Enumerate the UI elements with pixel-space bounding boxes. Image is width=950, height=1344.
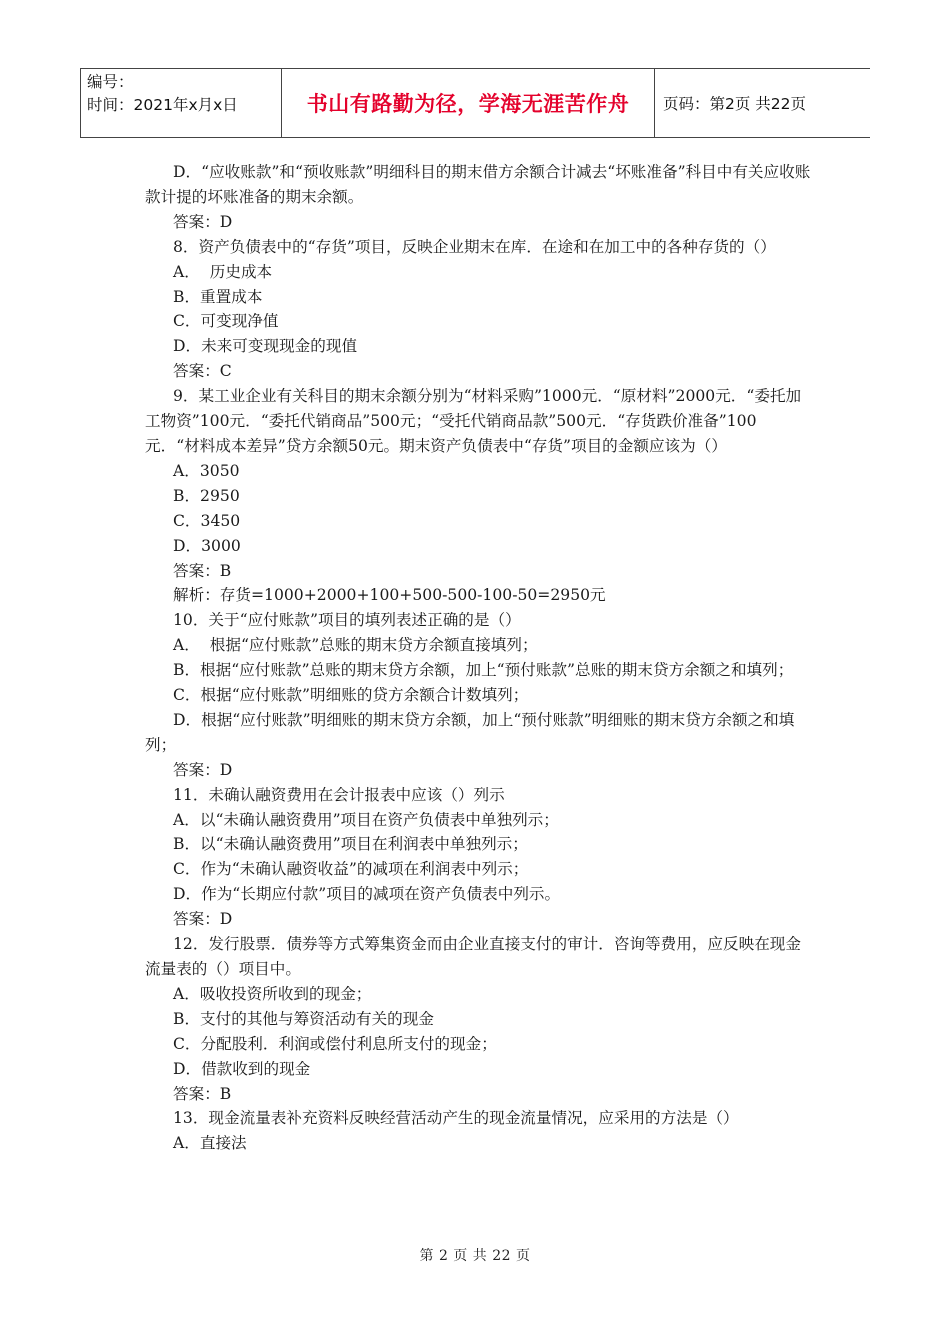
body-paragraph: 12．发行股票．债券等方式筹集资金而由企业直接支付的审计．咨询等费用，应反映在现金流量表的（）项目中。 bbox=[145, 935, 801, 978]
body-paragraph: D．3000 bbox=[173, 536, 241, 555]
body-paragraph: 答案：D bbox=[173, 760, 233, 779]
body-paragraph: D．“应收账款”和“预收账款”明细科目的期末借方余额合计减去“坏账准备”科目中有关应收账款计提的坏账准备的期末余额。 bbox=[145, 163, 811, 206]
body-paragraph: A．3050 bbox=[173, 461, 240, 480]
body-paragraph: A． 根据“应付账款”总账的期末贷方余额直接填列； bbox=[173, 636, 538, 655]
body-paragraph: A．吸收投资所收到的现金； bbox=[173, 984, 372, 1003]
body-paragraph: B．以“未确认融资费用”项目在利润表中单独列示； bbox=[173, 835, 528, 854]
body-paragraph: B．根据“应付账款”总账的期末贷方余额，加上“预付账款”总账的期末贷方余额之和填列； bbox=[173, 661, 794, 680]
body-paragraph: 答案：D bbox=[173, 212, 233, 231]
body-paragraph: A．直接法 bbox=[173, 1134, 247, 1153]
body-paragraph: B．2950 bbox=[173, 486, 240, 505]
body-paragraph: 答案：B bbox=[173, 1084, 232, 1103]
document-number-label: 编号： bbox=[87, 73, 134, 91]
body-paragraph: 解析：存货=1000+2000+100+500-500-100-50=2950元 bbox=[173, 586, 606, 605]
body-paragraph: B．支付的其他与筹资活动有关的现金 bbox=[173, 1009, 434, 1028]
body-paragraph: 9．某工业企业有关科目的期末余额分别为“材料采购”1000元．“原材料”2000元．“委托加工物资”100元．“委托代销商品”500元；“受托代销商品款”500元．“存货跌价准备”100元．“材料成本差异”贷方余额50元。期末资产负债表中“存货”项目的金额应该为（） bbox=[145, 387, 802, 455]
body-paragraph: D．未来可变现现金的现值 bbox=[173, 337, 358, 356]
body-paragraph: A．以“未确认融资费用”项目在资产负债表中单独列示； bbox=[173, 810, 559, 829]
document-body bbox=[145, 160, 811, 1156]
page-footer: 第 2 页 共 22 页 bbox=[419, 1248, 531, 1264]
body-paragraph: 答案：B bbox=[173, 561, 232, 580]
body-paragraph: C．可变现净值 bbox=[173, 312, 279, 331]
body-paragraph: C．分配股利．利润或偿付利息所支付的现金； bbox=[173, 1034, 497, 1053]
body-paragraph: D．根据“应付账款”明细账的期末贷方余额，加上“预付账款”明细账的期末贷方余额之和填列； bbox=[145, 710, 795, 754]
body-paragraph: C．根据“应付账款”明细账的贷方余额合计数填列； bbox=[173, 686, 529, 705]
body-paragraph: 13．现金流量表补充资料反映经营活动产生的现金流量情况，应采用的方法是（） bbox=[173, 1109, 739, 1128]
header-motto: 书山有路勤为径，学海无涯苦作舟 bbox=[282, 69, 655, 137]
body-paragraph: D．作为“长期应付款”项目的减项在资产负债表中列示。 bbox=[173, 885, 561, 904]
body-paragraph: 10．关于“应付账款”项目的填列表述正确的是（） bbox=[173, 611, 521, 630]
header-page-info: 页码：第2页 共22页 bbox=[663, 95, 807, 113]
document-time-label: 时间：2021年x月x日 bbox=[87, 96, 238, 114]
body-paragraph: 答案：C bbox=[173, 362, 232, 381]
body-paragraph: D．借款收到的现金 bbox=[173, 1059, 311, 1078]
body-paragraph: 11．未确认融资费用在会计报表中应该（）列示 bbox=[173, 785, 505, 804]
body-paragraph: C．作为“未确认融资收益”的减项在利润表中列示； bbox=[173, 860, 529, 879]
body-paragraph: B．重置成本 bbox=[173, 287, 263, 306]
header-meta bbox=[80, 69, 282, 137]
page-header bbox=[80, 68, 870, 138]
body-paragraph: 8．资产负债表中的“存货”项目，反映企业期末在库．在途和在加工中的各种存货的（） bbox=[173, 237, 776, 256]
body-paragraph: C．3450 bbox=[173, 511, 241, 530]
body-paragraph: A． 历史成本 bbox=[173, 262, 273, 281]
body-paragraph: 答案：D bbox=[173, 910, 233, 929]
